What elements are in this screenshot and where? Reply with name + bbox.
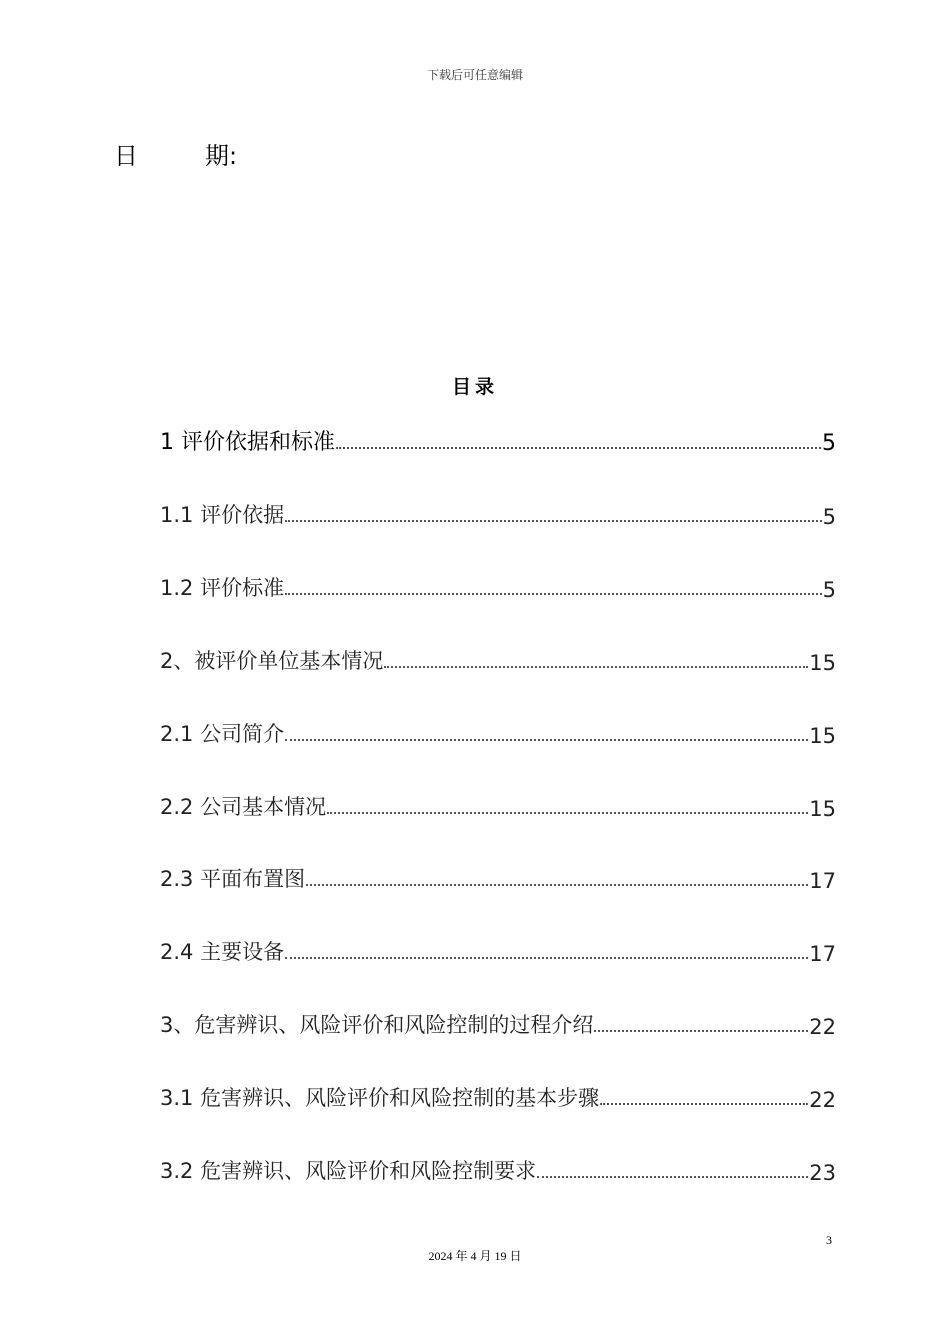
toc-leader-dots bbox=[600, 1103, 808, 1105]
toc-leader-dots bbox=[285, 593, 822, 595]
toc-entry-label: 2、被评价单位基本情况 bbox=[160, 649, 384, 673]
toc-entry[interactable] bbox=[160, 934, 836, 966]
toc-leader-dots bbox=[285, 520, 822, 522]
toc-leader-dots bbox=[336, 447, 821, 449]
toc-entry-page: 17 bbox=[809, 869, 836, 893]
toc-leader-dots bbox=[594, 1030, 808, 1032]
toc-entry[interactable] bbox=[160, 570, 836, 602]
toc-entry-label: 3.2 危害辨识、风险评价和风险控制要求 bbox=[160, 1159, 537, 1183]
toc-entry-page: 17 bbox=[809, 942, 836, 966]
toc-entry[interactable] bbox=[160, 789, 836, 821]
toc-leader-dots bbox=[537, 1176, 808, 1178]
header-note: 下载后可任意编辑 bbox=[426, 68, 523, 82]
toc-title: 目录 bbox=[451, 376, 498, 398]
toc-leader-dots bbox=[327, 812, 808, 814]
toc-entry-page: 5 bbox=[822, 505, 836, 529]
toc-entry[interactable] bbox=[160, 497, 836, 529]
toc-entry[interactable] bbox=[160, 424, 836, 456]
toc-entry[interactable] bbox=[160, 716, 836, 748]
toc-entry[interactable] bbox=[160, 861, 836, 893]
toc-entry-page: 23 bbox=[809, 1161, 836, 1185]
date-field-label bbox=[114, 136, 237, 171]
toc-leader-dots bbox=[306, 884, 808, 886]
toc-entry-page: 15 bbox=[809, 797, 836, 821]
toc-entry-label: 2.1 公司简介 bbox=[160, 722, 285, 746]
toc-entry-page: 22 bbox=[809, 1015, 836, 1039]
toc-leader-dots bbox=[285, 957, 808, 959]
toc-entry-page: 22 bbox=[809, 1088, 836, 1112]
toc-entry-label: 1.1 评价依据 bbox=[160, 503, 285, 527]
toc-leader-dots bbox=[285, 739, 808, 741]
toc-entry[interactable] bbox=[160, 1007, 836, 1039]
toc-entry-label: 1 评价依据和标准 bbox=[160, 430, 335, 455]
toc-leader-dots bbox=[384, 666, 808, 668]
toc-entry[interactable] bbox=[160, 1080, 836, 1112]
toc-entry-page: 5 bbox=[822, 431, 836, 456]
toc-entry[interactable] bbox=[160, 643, 836, 675]
toc-entry-page: 15 bbox=[809, 651, 836, 675]
footer-date: 2024 年 4 月 19 日 bbox=[428, 1249, 522, 1263]
toc-entry-page: 15 bbox=[809, 724, 836, 748]
toc-entry-label: 2.3 平面布置图 bbox=[160, 867, 306, 891]
date-char-1: 日 bbox=[114, 142, 138, 170]
toc-entry-label: 1.2 评价标准 bbox=[160, 576, 285, 600]
toc-entry[interactable] bbox=[160, 1153, 836, 1185]
toc-entry-label: 3、危害辨识、风险评价和风险控制的过程介绍 bbox=[160, 1013, 594, 1037]
toc-entry-page: 5 bbox=[822, 578, 836, 602]
page-number: 3 bbox=[826, 1233, 832, 1247]
toc-entry-label: 2.2 公司基本情况 bbox=[160, 795, 327, 819]
date-char-2: 期: bbox=[205, 142, 238, 170]
toc-entry-label: 3.1 危害辨识、风险评价和风险控制的基本步骤 bbox=[160, 1086, 600, 1110]
toc-entry-label: 2.4 主要设备 bbox=[160, 940, 285, 964]
